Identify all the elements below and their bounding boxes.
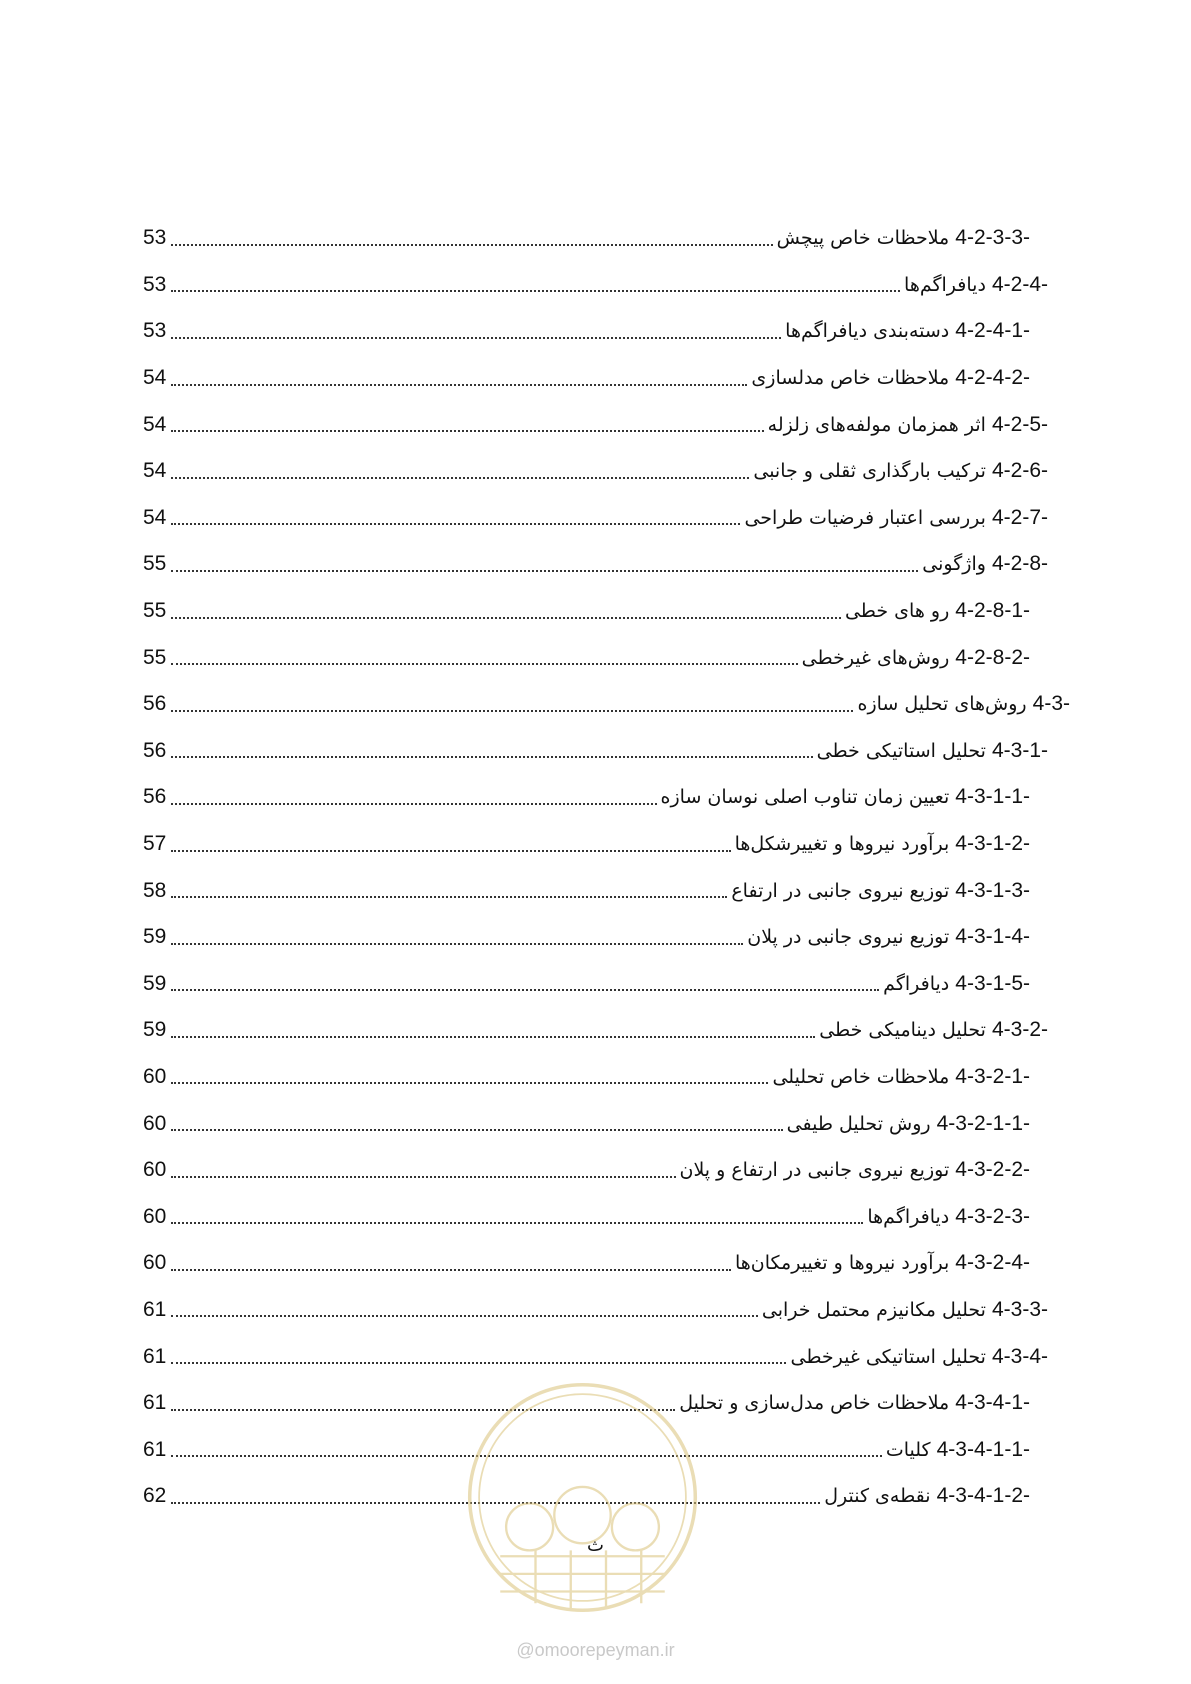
toc-dot-leader — [171, 1081, 768, 1084]
toc-page-number: 56 — [143, 692, 167, 716]
toc-section-number: 4-3-1-4- — [955, 925, 1030, 949]
toc-title-text: واژگونی — [922, 553, 986, 576]
toc-title — [751, 366, 1048, 390]
toc-title-text: نقطه‌ی کنترل — [824, 1485, 931, 1508]
toc-title-text: روش تحلیل طیفی — [786, 1112, 931, 1135]
toc-section-number: 4-3-4-1-2- — [936, 1484, 1030, 1508]
toc-title — [680, 1158, 1048, 1182]
toc-page-number: 54 — [143, 459, 167, 483]
toc-dot-leader — [171, 988, 879, 991]
toc-dot-leader — [171, 429, 764, 432]
toc-entry[interactable] — [143, 1100, 1048, 1147]
toc-section-number: 4-2-4-2- — [955, 366, 1030, 390]
toc-page-number: 54 — [143, 412, 167, 436]
toc-dot-leader — [171, 942, 743, 945]
toc-title-text: بررسی اعتبار فرضیات طراحی — [744, 506, 986, 529]
toc-section-number: 4-2-6- — [991, 459, 1048, 483]
toc-page-number: 57 — [143, 832, 167, 856]
toc-dot-leader — [171, 289, 900, 292]
toc-title — [679, 1391, 1048, 1415]
toc-section-number: 4-3-1- — [991, 738, 1048, 762]
toc-dot-leader — [171, 1268, 731, 1271]
toc-section-number: 4-2-7- — [991, 505, 1048, 529]
toc-dot-leader — [171, 1035, 815, 1038]
toc-section-number: 4-3-2-3- — [955, 1204, 1030, 1228]
toc-section-number: 4-3-1-3- — [955, 878, 1030, 902]
toc-title-text: توزیع نیروی جانبی در ارتفاع — [731, 879, 950, 902]
toc-entry[interactable] — [143, 821, 1048, 868]
toc-page-number: 61 — [143, 1344, 167, 1368]
toc-dot-leader — [171, 849, 731, 852]
toc-title-text: ملاحظات خاص مدل‌سازی و تحلیل — [679, 1392, 950, 1415]
toc-section-number: 4-2-8- — [991, 552, 1048, 576]
toc-title — [785, 319, 1048, 343]
toc-dot-leader — [171, 476, 749, 479]
toc-entry[interactable] — [143, 448, 1048, 495]
toc-title-text: ملاحظات خاص پیچش — [776, 227, 950, 250]
toc-title-text: دسته‌بندی دیافراگم‌ها — [785, 320, 950, 343]
toc-entry[interactable] — [143, 1240, 1048, 1287]
toc-page-number: 54 — [143, 366, 167, 390]
toc-section-number: 4-3-2-1- — [955, 1064, 1030, 1088]
toc-entry[interactable] — [143, 1193, 1048, 1240]
toc-entry[interactable] — [143, 541, 1048, 588]
toc-title — [753, 459, 1048, 483]
toc-title-text: تحلیل دینامیکی خطی — [819, 1019, 986, 1042]
toc-title — [772, 1065, 1048, 1089]
toc-title-text: رو های خطی — [844, 600, 950, 623]
toc-title — [867, 1205, 1048, 1229]
toc-section-number: 4-3-2-1-1- — [936, 1111, 1030, 1135]
toc-title-text: تحلیل استاتیکی غیرخطی — [790, 1345, 986, 1368]
toc-section-number: 4-3-4- — [991, 1344, 1048, 1368]
toc-section-number: 4-2-8-1- — [955, 599, 1030, 623]
toc-page-number: 60 — [143, 1158, 167, 1182]
toc-section-number: 4-3-1-5- — [955, 971, 1030, 995]
toc-dot-leader — [171, 1175, 676, 1178]
toc-entry[interactable] — [143, 355, 1048, 402]
toc-title-text: تحلیل مکانیزم محتمل خرابی — [761, 1298, 986, 1321]
toc-page-number: 56 — [143, 738, 167, 762]
toc-entry[interactable] — [143, 867, 1048, 914]
toc-dot-leader — [171, 755, 813, 758]
toc-section-number: 4-2-8-2- — [955, 645, 1030, 669]
page-letter: ث — [587, 1535, 604, 1556]
toc-title — [744, 506, 1048, 530]
toc-title-text: دیافراگم‌ها — [867, 1205, 950, 1228]
toc-entry[interactable] — [143, 1287, 1048, 1334]
toc-page-number: 62 — [143, 1484, 167, 1508]
toc-entry[interactable] — [143, 914, 1048, 961]
toc-dot-leader — [171, 569, 918, 572]
toc-title — [883, 972, 1048, 996]
toc-page-number: 55 — [143, 599, 167, 623]
toc-page-number: 54 — [143, 505, 167, 529]
toc-page-number: 53 — [143, 319, 167, 343]
toc-title — [802, 646, 1048, 670]
toc-page-number: 55 — [143, 645, 167, 669]
toc-title — [817, 739, 1048, 763]
toc-page-number: 60 — [143, 1064, 167, 1088]
toc-title-text: ملاحظات خاص مدلسازی — [751, 367, 950, 390]
toc-section-number: 4-3-1-1- — [955, 785, 1030, 809]
toc-title — [731, 879, 1048, 903]
toc-title — [735, 832, 1048, 856]
toc-title — [777, 226, 1048, 250]
toc-section-number: 4-3- — [1032, 692, 1070, 716]
toc-title-text: برآورد نیروها و تغییرمکان‌ها — [734, 1252, 950, 1275]
toc-page-number: 61 — [143, 1391, 167, 1415]
site-watermark: @omoorepeyman.ir — [516, 1640, 675, 1660]
toc-entry[interactable] — [143, 774, 1048, 821]
toc-title-text: روش‌های غیرخطی — [801, 646, 950, 669]
toc-dot-leader — [171, 243, 773, 246]
toc-page-number: 56 — [143, 785, 167, 809]
toc-title — [819, 1018, 1048, 1042]
toc-entry[interactable] — [143, 215, 1048, 262]
toc-title — [787, 1112, 1048, 1136]
toc-entry[interactable] — [143, 588, 1048, 635]
toc-title — [747, 925, 1048, 949]
toc-entry[interactable] — [143, 1007, 1048, 1054]
toc-entry[interactable] — [143, 308, 1048, 355]
toc-section-number: 4-3-2-4- — [955, 1251, 1030, 1275]
toc-page-number: 60 — [143, 1204, 167, 1228]
toc-dot-leader — [171, 662, 798, 665]
toc-title-text: تعیین زمان تناوب اصلی نوسان سازه — [660, 786, 950, 809]
toc-page-number: 59 — [143, 1018, 167, 1042]
toc-section-number: 4-3-4-1-1- — [936, 1437, 1030, 1461]
toc-page-number: 58 — [143, 878, 167, 902]
toc-entry[interactable] — [143, 1054, 1048, 1101]
toc-title-text: تحلیل استاتیکی خطی — [816, 739, 986, 762]
toc-page-number: 61 — [143, 1437, 167, 1461]
toc-entry[interactable] — [143, 262, 1048, 309]
toc-entry[interactable] — [143, 1147, 1048, 1194]
toc-title — [762, 1298, 1048, 1322]
toc-section-number: 4-3-2-2- — [955, 1158, 1030, 1182]
toc-dot-leader — [171, 1221, 863, 1224]
toc-dot-leader — [171, 336, 781, 339]
toc-title — [857, 692, 1070, 716]
toc-title-text: برآورد نیروها و تغییرشکل‌ها — [734, 833, 950, 856]
toc-section-number: 4-3-2- — [991, 1018, 1048, 1042]
toc-title — [886, 1438, 1048, 1462]
toc-section-number: 4-3-4-1- — [955, 1391, 1030, 1415]
toc-dot-leader — [171, 1361, 786, 1364]
toc-dot-leader — [171, 616, 841, 619]
toc-section-number: 4-2-4- — [991, 272, 1048, 296]
toc-section-number: 4-3-1-2- — [955, 832, 1030, 856]
toc-title-text: ترکیب بارگذاری ثقلی و جانبی — [753, 460, 986, 483]
toc-page-number: 55 — [143, 552, 167, 576]
toc-title-text: ملاحظات خاص تحلیلی — [772, 1065, 950, 1088]
toc-title-text: روش‌های تحلیل سازه — [857, 693, 1027, 716]
toc-dot-leader — [171, 383, 747, 386]
toc-page-number: 53 — [143, 226, 167, 250]
toc-dot-leader — [171, 709, 853, 712]
toc-title — [790, 1345, 1048, 1369]
toc-page-number: 53 — [143, 272, 167, 296]
watermark-logo — [465, 1380, 700, 1615]
table-of-contents — [143, 215, 1070, 1520]
toc-page-number: 60 — [143, 1251, 167, 1275]
toc-entry[interactable] — [143, 961, 1048, 1008]
toc-title-text: توزیع نیروی جانبی در ارتفاع و پلان — [679, 1159, 950, 1182]
toc-page-number: 59 — [143, 971, 167, 995]
toc-title — [824, 1484, 1048, 1508]
toc-section-number: 4-2-5- — [991, 412, 1048, 436]
toc-title-text: کلیات — [885, 1438, 931, 1461]
toc-dot-leader — [171, 1314, 758, 1317]
toc-title-text: توزیع نیروی جانبی در پلان — [747, 926, 950, 949]
toc-page-number: 61 — [143, 1297, 167, 1321]
toc-dot-leader — [171, 802, 657, 805]
toc-dot-leader — [171, 1128, 783, 1131]
toc-title — [768, 413, 1048, 437]
toc-entry[interactable] — [143, 634, 1048, 681]
toc-title — [904, 273, 1048, 297]
toc-dot-leader — [171, 522, 740, 525]
toc-entry[interactable] — [143, 1333, 1048, 1380]
toc-title — [661, 785, 1048, 809]
toc-title-text: اثر همزمان مولفه‌های زلزله — [767, 413, 986, 436]
toc-entry[interactable] — [143, 681, 1070, 728]
toc-section-number: 4-3-3- — [991, 1297, 1048, 1321]
toc-title-text: دیافراگم — [883, 972, 950, 995]
toc-entry[interactable] — [143, 495, 1048, 542]
toc-entry[interactable] — [143, 728, 1048, 775]
toc-title — [735, 1251, 1048, 1275]
toc-section-number: 4-2-4-1- — [955, 319, 1030, 343]
toc-title — [845, 599, 1048, 623]
toc-dot-leader — [171, 895, 727, 898]
toc-section-number: 4-2-3-3- — [955, 226, 1030, 250]
toc-page-number: 60 — [143, 1111, 167, 1135]
toc-page-number: 59 — [143, 925, 167, 949]
toc-entry[interactable] — [143, 401, 1048, 448]
toc-title — [922, 552, 1048, 576]
toc-title-text: دیافراگم‌ها — [904, 273, 986, 296]
